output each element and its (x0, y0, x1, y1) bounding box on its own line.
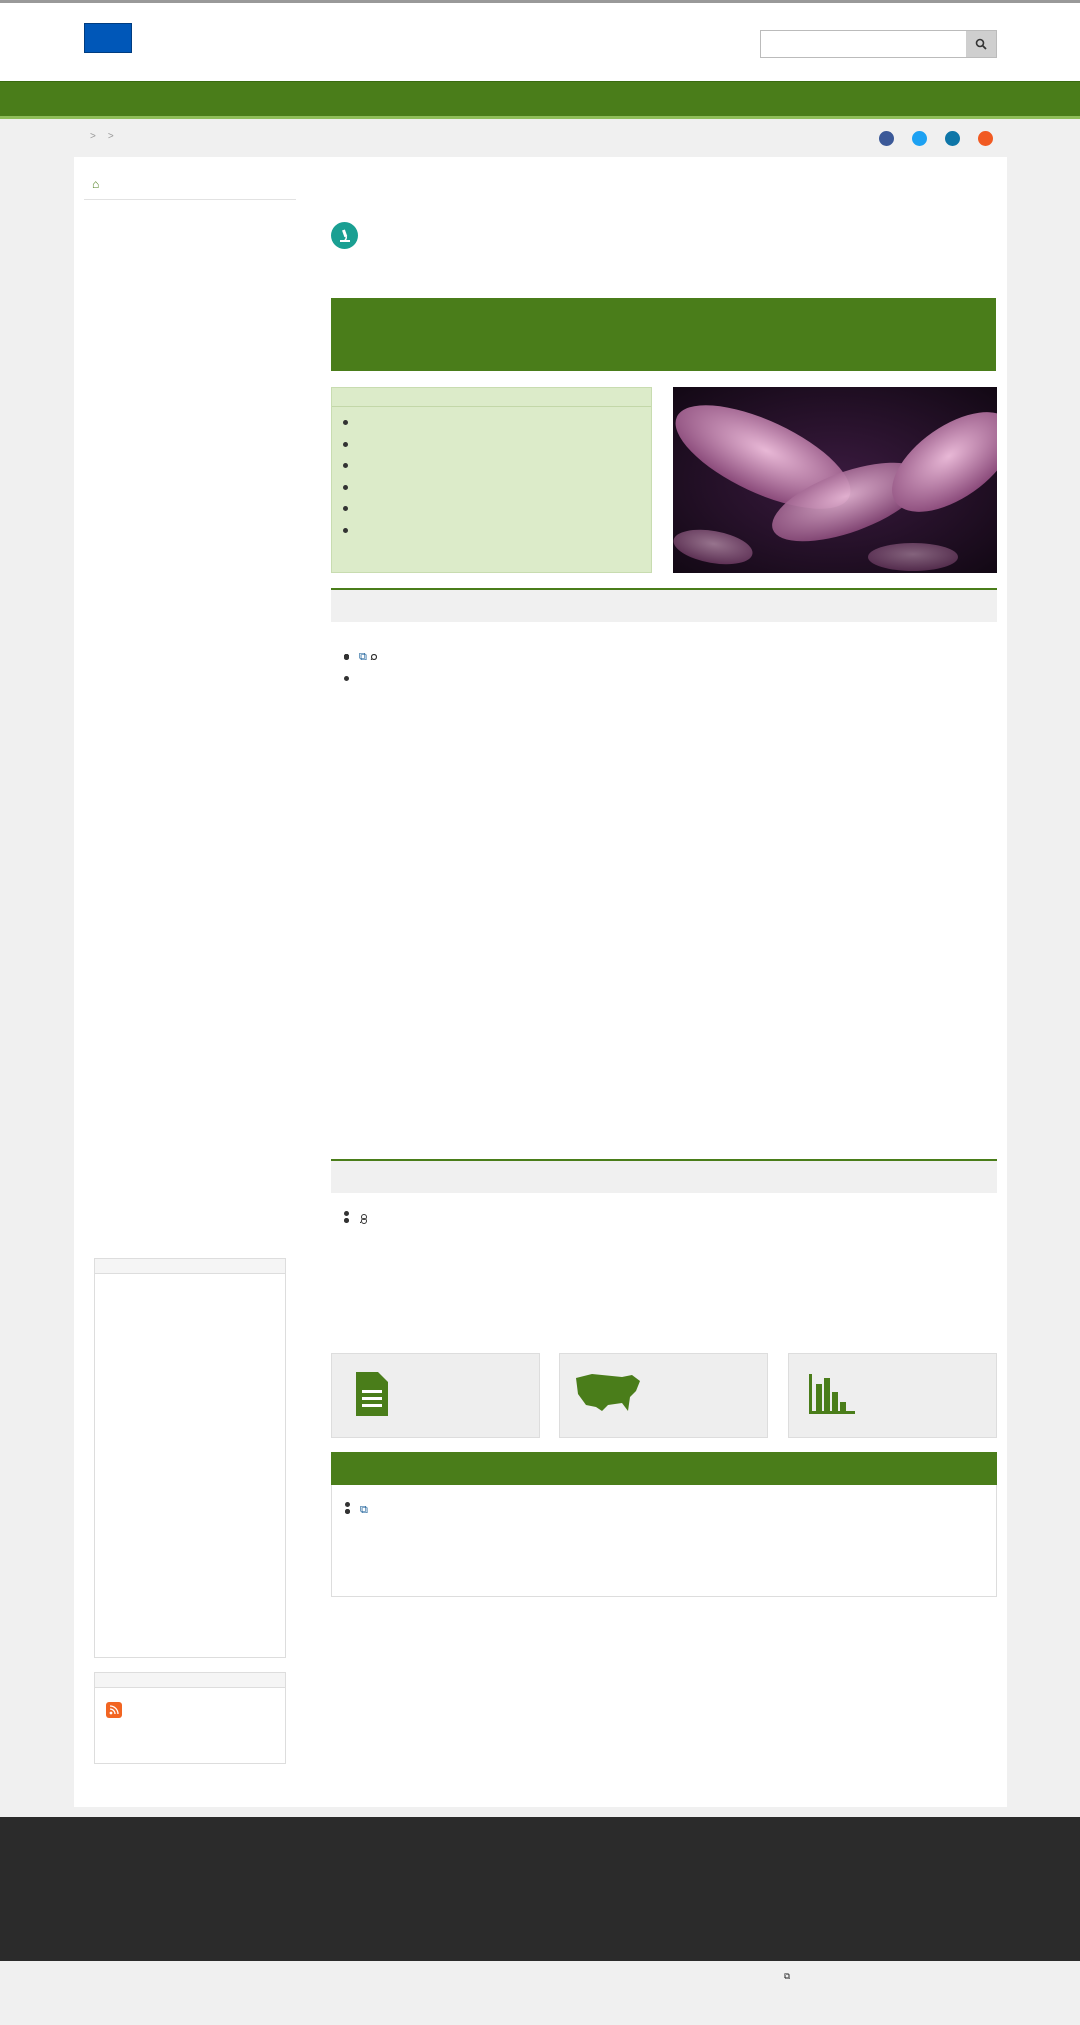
left-nav (84, 168, 296, 200)
fact-status (343, 523, 640, 545)
fact-hospitalizations (343, 437, 640, 459)
fact-illnesses (343, 415, 640, 437)
search-button[interactable] (966, 31, 996, 57)
search-icon (975, 38, 987, 50)
salmonella-bacteria-image (673, 387, 997, 573)
what-you-should-do-body (342, 635, 992, 671)
list-item (343, 1504, 985, 1517)
external-link-icon: ⧉ (360, 1504, 368, 1516)
list-item: ⧉ . (342, 650, 992, 664)
follow-title (95, 1673, 285, 1688)
related-links (94, 1258, 286, 1658)
bar-chart-icon (809, 1374, 855, 1414)
home-icon: ⌂ (92, 177, 100, 191)
symptoms-heading (331, 1159, 997, 1193)
what-you-should-do-heading (331, 588, 997, 622)
exit-disclaimer-link[interactable] (784, 1971, 790, 1982)
external-link-icon: ⧉ (784, 1971, 791, 1981)
us-map-icon (574, 1372, 642, 1414)
document-icon (356, 1372, 388, 1416)
list-item: . (342, 1213, 992, 1227)
microscope-icon (331, 222, 358, 249)
external-link-icon: ⧉ (359, 651, 367, 663)
syndicate-icon[interactable] (978, 131, 993, 146)
nav-home[interactable] (84, 168, 296, 200)
breadcrumb: > > (90, 131, 114, 142)
fact-deaths (343, 458, 640, 480)
twitter-icon[interactable] (912, 131, 927, 146)
outbreak-alert (331, 298, 996, 371)
sub-footer (0, 1961, 1080, 2025)
related-links-title (95, 1259, 285, 1274)
fact-states (343, 480, 640, 502)
cdc-logo[interactable] (84, 23, 132, 53)
linkedin-icon[interactable] (945, 131, 960, 146)
rss-icon (106, 1702, 122, 1718)
timeline-tile[interactable] (788, 1353, 997, 1438)
site-footer (0, 1817, 1080, 1961)
fast-facts-title (332, 388, 651, 407)
follow-panel (94, 1672, 286, 1764)
fact-recall (343, 501, 640, 523)
fast-facts (331, 387, 652, 573)
site-banner (0, 81, 1080, 119)
search-input[interactable] (760, 30, 997, 58)
investigation-details-tile[interactable] (331, 1353, 540, 1438)
facebook-icon[interactable] (879, 131, 894, 146)
site-header (0, 3, 1080, 81)
map-tile[interactable] (559, 1353, 768, 1438)
symptoms-body (342, 1206, 992, 1227)
see-also-list (331, 1485, 997, 1597)
see-also-heading (331, 1452, 997, 1485)
